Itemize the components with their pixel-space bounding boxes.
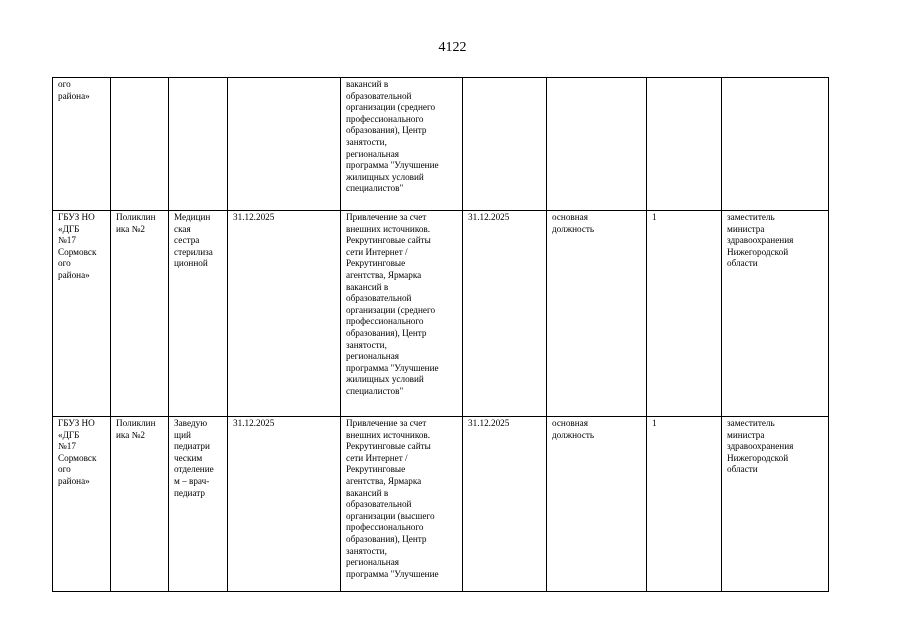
cell-department: Поликлин ика №2 (111, 417, 169, 592)
cell-date (228, 78, 341, 211)
cell-position (169, 78, 228, 211)
cell-responsible: заместитель министра здравоохранения Нижегородской области (722, 417, 829, 592)
cell-date: 31.12.2025 (228, 211, 341, 417)
cell-count (647, 78, 722, 211)
table-row (53, 78, 829, 211)
cell-position: Заведую щий педиатри ческим отделение м – врач- педиатр (169, 417, 228, 592)
cell-institution: ГБУЗ НО «ДГБ №17 Сормовск ого района» (53, 211, 111, 417)
measures-table (52, 77, 829, 592)
cell-measures: вакансий в образовательной организации (среднего профессионального образования), Центр занятости, региональная программа "Улучшение жилищных условий специалистов" (341, 78, 463, 211)
table-row (53, 211, 829, 417)
cell-date: 31.12.2025 (228, 417, 341, 592)
page-number: 4122 (438, 40, 467, 55)
cell-institution: ГБУЗ НО «ДГБ №17 Сормовск ого района» (53, 417, 111, 592)
cell-deadline: 31.12.2025 (463, 211, 547, 417)
cell-responsible: заместитель министра здравоохранения Нижегородской области (722, 211, 829, 417)
cell-deadline (463, 78, 547, 211)
cell-deadline: 31.12.2025 (463, 417, 547, 592)
cell-position-type (547, 78, 647, 211)
table-row (53, 417, 829, 592)
cell-department (111, 78, 169, 211)
cell-institution: ого района» (53, 78, 111, 211)
cell-count: 1 (647, 211, 722, 417)
cell-measures: Привлечение за счет внешних источников. Рекрутинговые сайты сети Интернет / Рекрутинговые агентства, Ярмарка вакансий в образовательной организации (высшего профессионального образования), Центр занятости, региональная программа "Улучшение (341, 417, 463, 592)
cell-position: Медицин ская сестра стерилиза ционной (169, 211, 228, 417)
cell-count: 1 (647, 417, 722, 592)
cell-responsible (722, 78, 829, 211)
cell-measures: Привлечение за счет внешних источников. Рекрутинговые сайты сети Интернет / Рекрутинговые агентства, Ярмарка вакансий в образовательной организации (среднего профессионального образования), Центр занятости, региональная программа "Улучшение жилищных условий специалистов" (341, 211, 463, 417)
table-body (53, 78, 829, 592)
cell-department: Поликлин ика №2 (111, 211, 169, 417)
cell-position-type: основная должность (547, 211, 647, 417)
cell-position-type: основная должность (547, 417, 647, 592)
